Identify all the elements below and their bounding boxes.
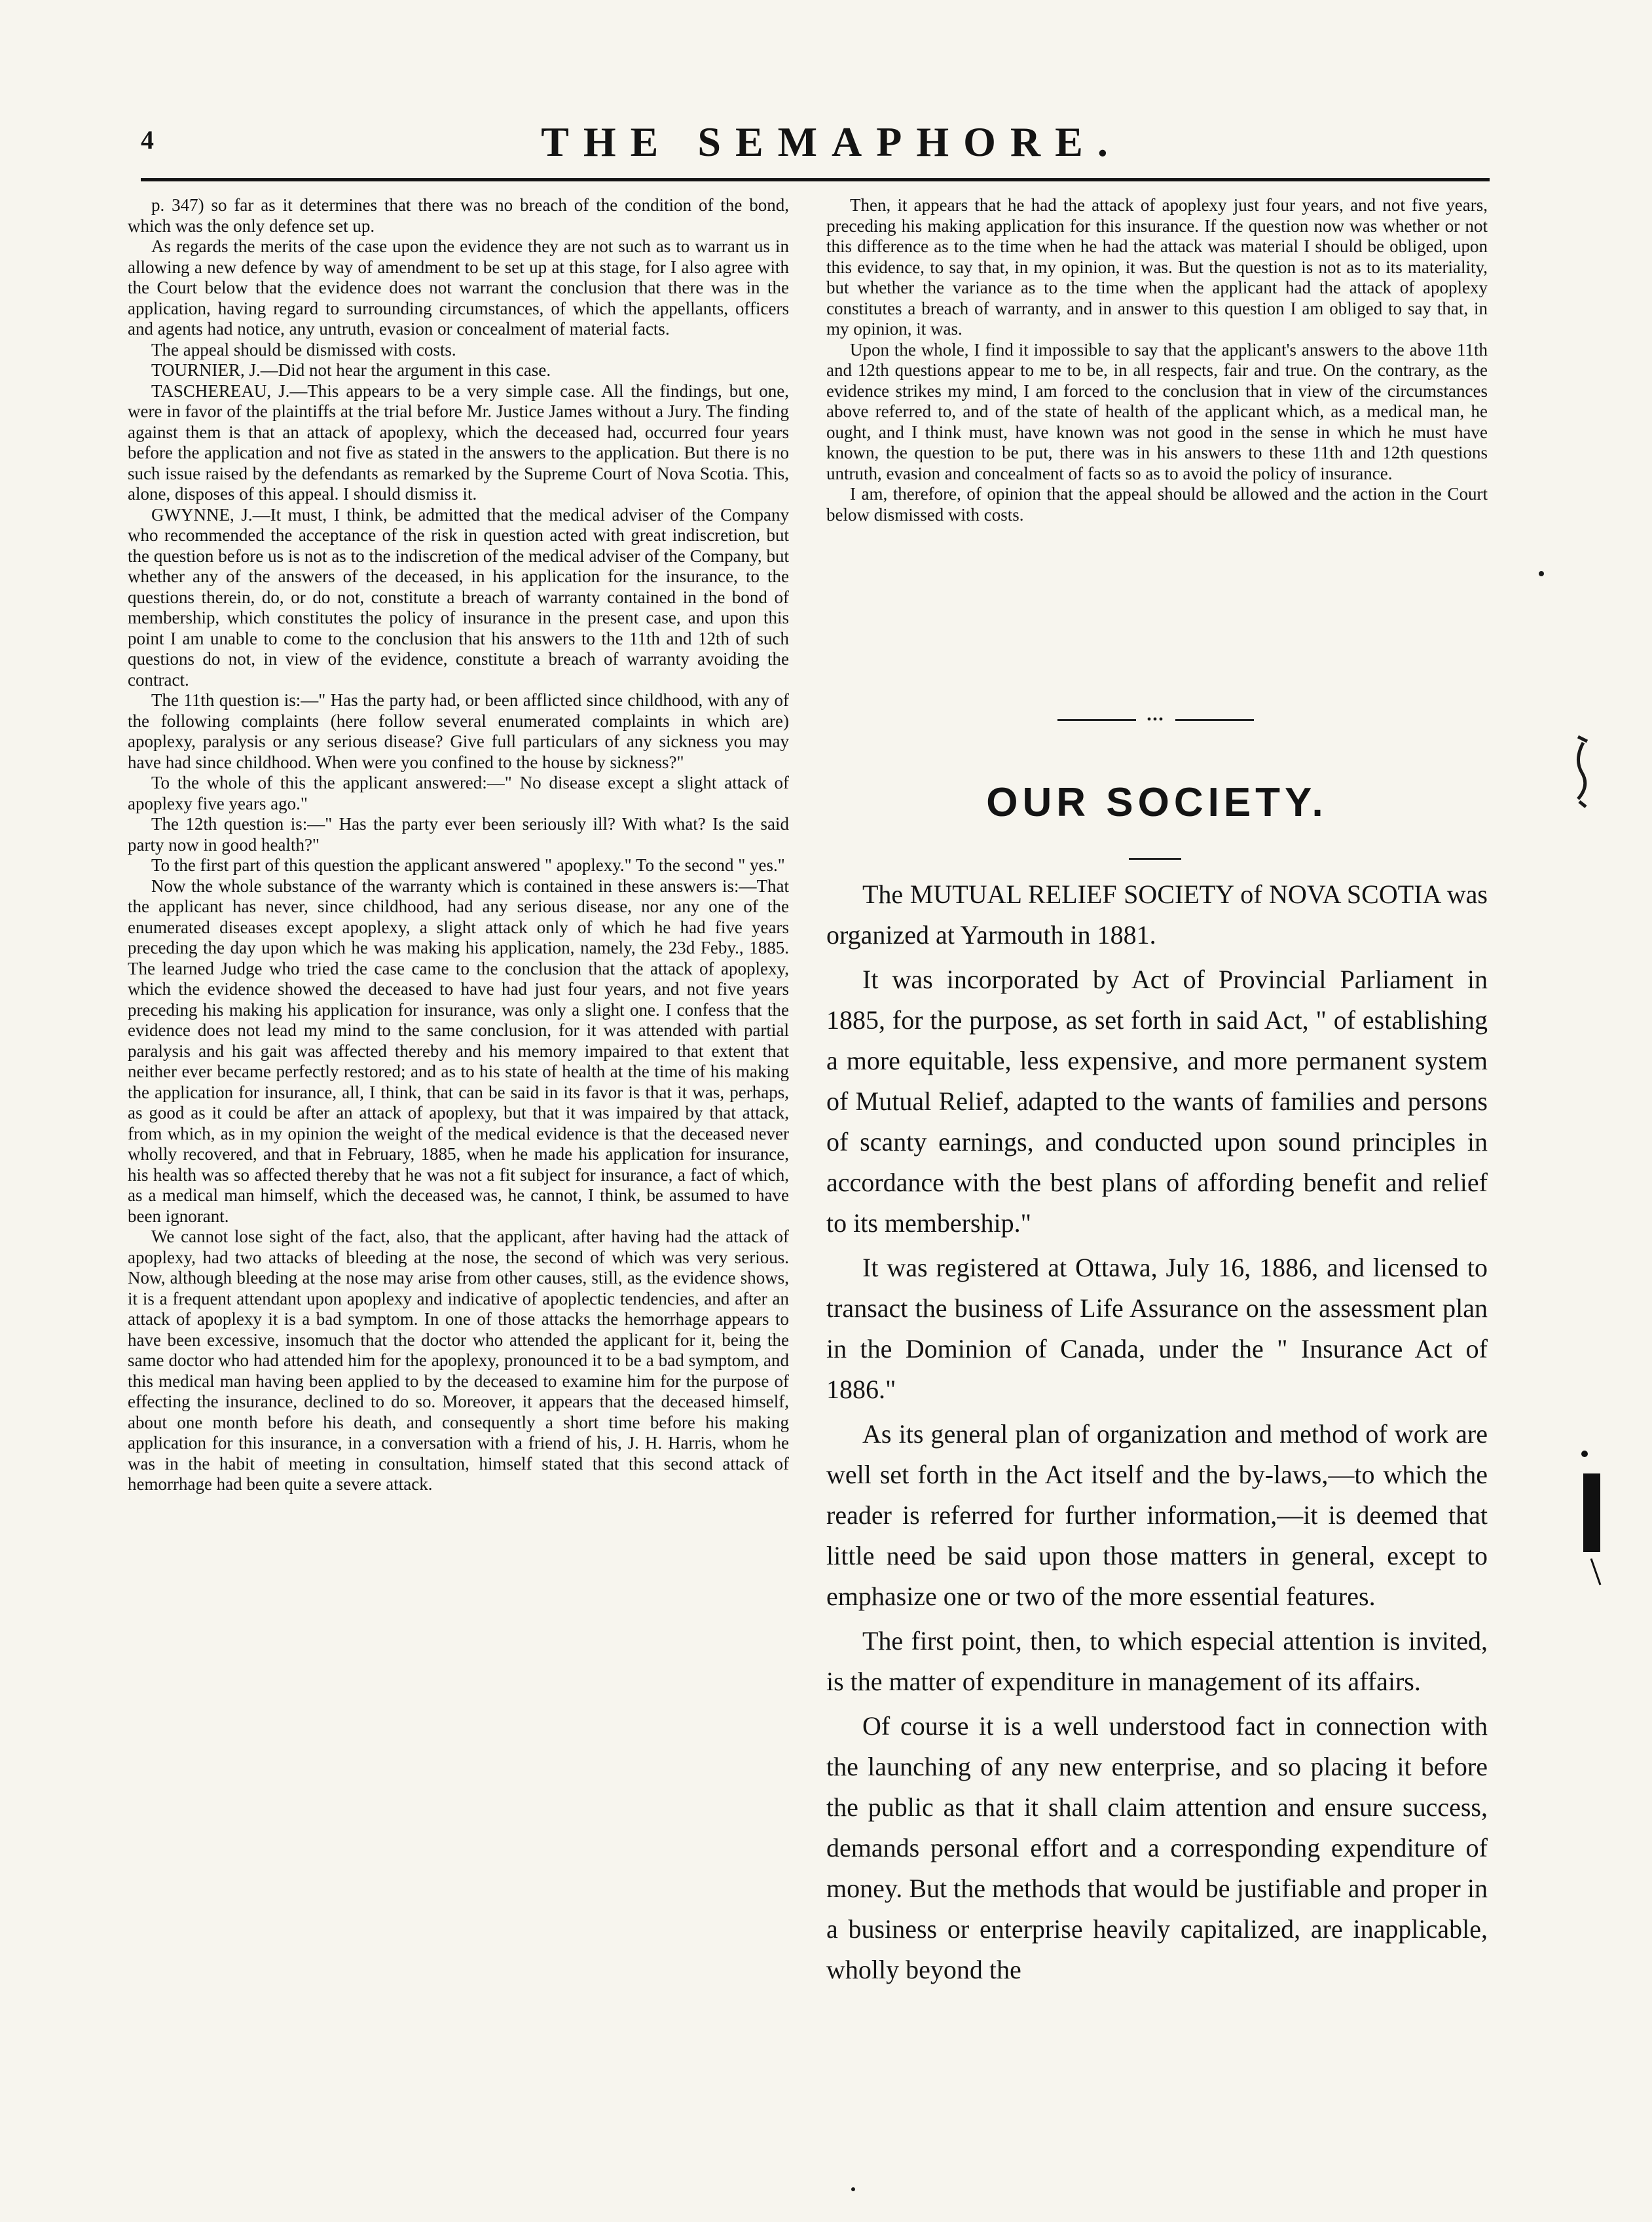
paragraph: To the whole of this the applicant answered:—" No disease except a slight attack of apoplexy five years ago." [128,773,789,813]
paragraph: TOURNIER, J.—Did not hear the argument in this case. [151,360,551,380]
ink-speck [1539,571,1544,576]
divider-line-right [1175,719,1254,721]
paragraph: The 11th question is:—" Has the party had, or been afflicted since childhood, with any of the following complaints (here follow several enumerated complaints in which are) apoplexy, paralysis or any serious disease? Give full particulars of any sickness you may have had since childhood. When were you confined to the house by sickness?" [128,690,789,772]
our-society-article [826,874,1488,2138]
right-column-top [826,195,1488,693]
paragraph: Of course it is a well understood fact in connection with the launching of any new enterprise, and so placing it before the public as that it shall claim attention and ensure success, demands personal effort and a corresponding expenditure of money. But the methods that would be justifiable and proper in a business or enterprise heavily capitalized, are inapplicable, wholly beyond the [826,1711,1488,1984]
paragraph: TASCHEREAU, J.—This appears to be a very simple case. All the findings, but one, were in favor of the plaintiffs at the trial before Mr. Justice James without a Jury. The finding against them is that an attack of apoplexy, which the deceased had, occurred four years before the application and not five as stated in the answers to the application. But there is no such issue raised by the defendants as remarked by the Supreme Court of Nova Scotia. This, alone, disposes of this appeal. I should dismiss it. [128,380,789,504]
margin-ink-blot [1578,1447,1604,1591]
paragraph: To the first part of this question the applicant answered " apoplexy." To the second " yes." [151,855,785,875]
paragraph: Now the whole substance of the warranty which is contained in these answers is:—That the applicant has never, since childhood, had any serious disease, nor any one of the enumerated diseases except apoplexy, a slight attack only of which he had five years preceding the day upon which he was making his application, namely, the 23d Feby., 1885. The learned Judge who tried the case came to the conclusion that the attack of apoplexy, which the evidence showed the deceased to have had just four years, and not five years preceding his making his application for insurance, was only a slight one. I confess that the evidence does not lead my mind to the same conclusion, for it was attended with partial paralysis and his gait was affected thereby and his memory impaired to that extent that neither ever became perfectly restored; and as to his state of health at the time of his making the application for insurance, all, I think, that can be said in its favor is that it was, perhaps, as good as it could be after an attack of apoplexy, but that it was impaired by that attack, from which, as in my opinion the weight of the medical evidence is that the deceased never wholly recovered, and that in February, 1885, when he made his application for insurance, his health was so affected thereby that he was not a fit subject for insurance, a fact of which, as a medical man himself, which the deceased was, he cannot, I think, be assumed to have been ignorant. [128,876,789,1226]
paragraph: p. 347) so far as it determines that there was no breach of the condition of the bond, which was the only defence set up. [128,195,789,236]
page-number: 4 [141,125,154,155]
left-column [128,195,789,2134]
paragraph: Then, it appears that he had the attack of apoplexy just four years, and not five years, preceding his making application for this insurance. If the question now was whether or not this difference as to the time when he had the attack was material I should be obliged, upon this evidence, to say that, in my opinion, it was. But the question is not as to its materiality, but whether the variance as to the time when the applicant had the attack of apoplexy constitutes a breach of warranty, and in answer to this question I am obliged to say that, in my opinion, it was. [826,195,1488,339]
paragraph: Upon the whole, I find it impossible to say that the applicant's answers to the above 11th and 12th questions appear to me to be, in all respects, fair and true. On the contrary, as the evidence strikes my mind, I am forced to the conclusion that in view of the circumstances above referred to, and of the state of health of the applicant which, as a medical man, he ought, and I think must, have known was not good in the sense in which he must have known, the question to be put, there was in his answers to these 11th and 12th questions untruth, evasion and concealment of facts so as to avoid the policy of insurance. [826,339,1488,483]
ink-speck [851,2187,855,2191]
paragraph: It was incorporated by Act of Provincial Parliament in 1885, for the purpose, as set forth in said Act, " of establishing a more equitable, less expensive, and more permanent system of Mutual Relief, adapted to the wants of families and persons of scanty earnings, and conducted upon sound principles in accordance with the best plans of affording benefit and relief to its membership." [826,965,1488,1238]
paragraph: It was registered at Ottawa, July 16, 1886, and licensed to transact the business of Life Assurance on the assessment plan in the Dominion of Canada, under the " Insurance Act of 1886." [826,1253,1488,1404]
divider-ornament: ••• [1147,713,1165,727]
title-rule [1129,858,1181,860]
header-rule [141,178,1490,181]
paragraph: As its general plan of organization and method of work are well set forth in the Act itself and the by-laws,—to which the reader is referred for further information,—it is deemed that little need be said upon those matters in general, except to emphasize one or two of the more essential features. [826,1419,1488,1611]
paragraph: As regards the merits of the case upon the evidence they are not such as to warrant us in allowing a new defence by way of amendment to be set up at this stage, for I also agree with the Court below that the evidence does not warrant the conclusion that there was in the application, having regard to surrounding circumstances, of which the appellants, officers and agents had notice, any untruth, evasion or concealment of material facts. [128,236,789,339]
paragraph: The first point, then, to which especial attention is invited, is the matter of expenditure in management of its affairs. [826,1626,1488,1696]
divider-line-left [1057,719,1136,721]
paragraph: The MUTUAL RELIEF SOCIETY of NOVA SCOTIA was organized at Yarmouth in 1881. [826,880,1488,950]
paragraph: GWYNNE, J.—It must, I think, be admitted that the medical adviser of the Company who recommended the acceptance of the risk in question acted with great indiscretion, but the question before us is not as to the indiscretion of the medical adviser of the Company, but whether any of the answers of the deceased, in his application for the insurance, to the questions therein, do, or do not, constitute a breach of warranty contained in the bond of membership, which constitutes the policy of insurance in the present case, and upon this point I am unable to come to the conclusion that his answers to the 11th and 12th of such questions do not, in view of the evidence, constitute a breach of warranty avoiding the contract. [128,504,789,690]
paragraph: The appeal should be dismissed with costs. [151,339,456,360]
masthead-title: THE SEMAPHORE. [541,119,1122,165]
section-title: OUR SOCIETY. [986,780,1328,825]
margin-ink-mark [1571,733,1591,812]
paragraph: We cannot lose sight of the fact, also, that the applicant, after having had the attack of apoplexy, had two attacks of bleeding at the nose, the second of which was very serious. Now, although bleeding at the nose may arise from other causes, still, as the evidence shows, it is a frequent attendant upon apoplexy and indicative of apoplectic tendencies, and after an attack of apoplexy it is a bad symptom. In one of those attacks the hemorrhage appears to have been excessive, insomuch that the doctor who attended the applicant for it, being the same doctor who had attended him for the apoplexy, pronounced it to be a bad symptom, and this medical man having been applied to by the deceased to examine him for the purpose of effecting the insurance, declined to do so. Moreover, it appears that the deceased himself, about one month before his death, and consequently a short time before his making application for this insurance, in a conversation with a friend of his, J. H. Harris, whom he was in the habit of meeting in consultation, himself stated that this second attack of hemorrhage had been quite a severe attack. [128,1227,789,1494]
page-header [141,118,1483,177]
paragraph: I am, therefore, of opinion that the appeal should be allowed and the action in the Court below dismissed with costs. [826,484,1488,525]
ornamental-divider [1057,713,1254,727]
paragraph: The 12th question is:—" Has the party ever been seriously ill? With what? Is the said party now in good health?" [128,814,789,855]
